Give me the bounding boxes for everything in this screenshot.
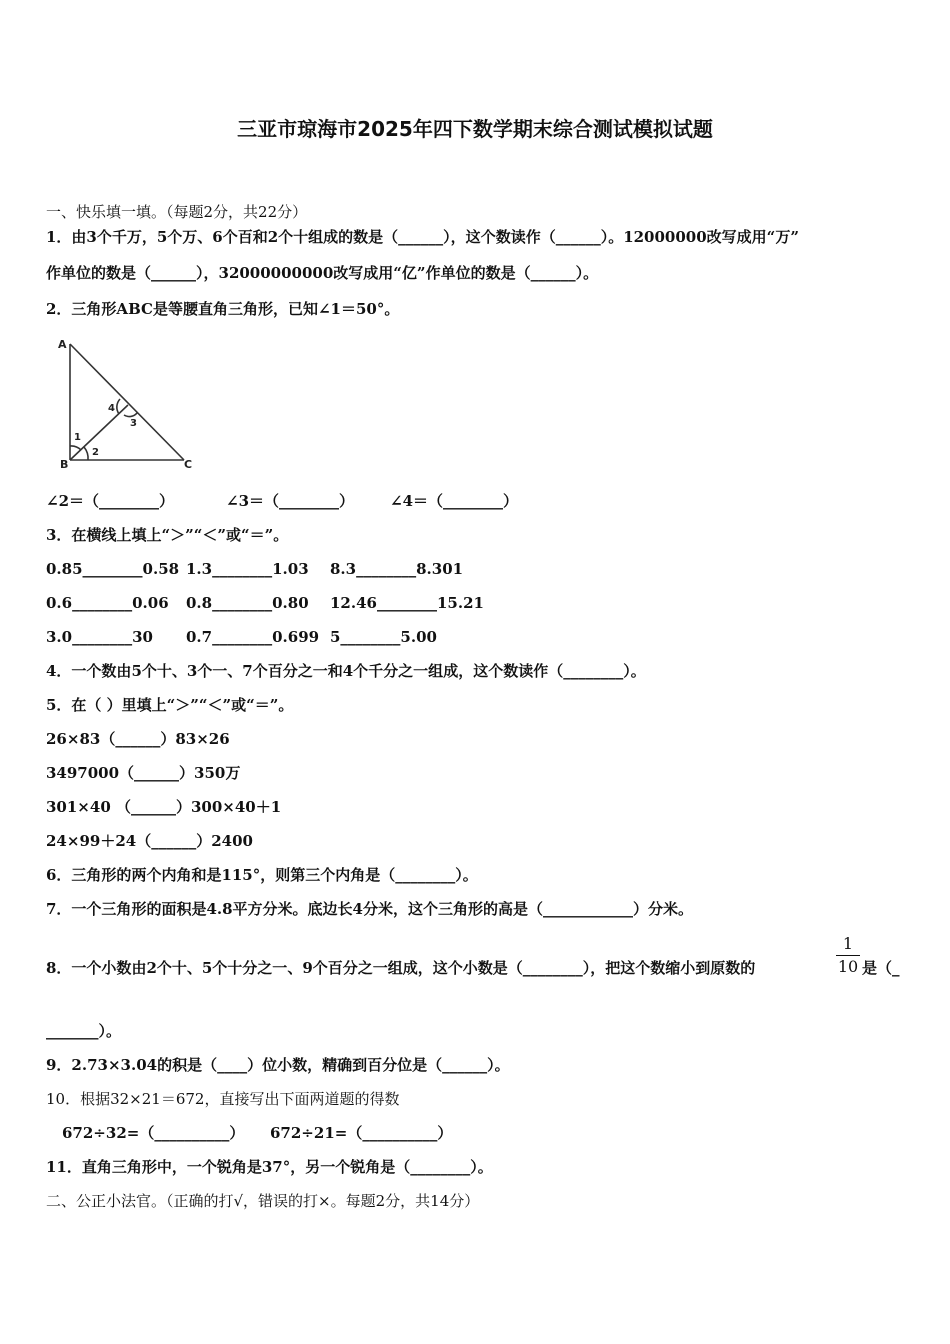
vertex-c-label: C (184, 458, 193, 471)
fraction-numerator: 1 (842, 934, 854, 953)
question-1-line-2: 作单位的数是（______），32000000000改写成用“亿”作单位的数是（______）。 (46, 264, 599, 282)
compare-item: 0.7________0.699 (186, 628, 320, 646)
fraction-denominator: 10 (837, 957, 859, 976)
question-5-item: 301×40 （______）300×40＋1 (46, 798, 282, 816)
compare-item: 0.6________0.06 (46, 594, 169, 612)
page-title: 三亚市琼海市2025年四下数学期末综合测试模拟试题 (237, 117, 713, 141)
question-3: 3．在横线上填上“＞”“＜”或“＝”。 (46, 526, 289, 544)
compare-item: 5________5.00 (330, 628, 437, 646)
angle-4-answer: ∠4＝（________） (390, 492, 519, 510)
question-10: 10．根据32×21＝672，直接写出下面两道题的得数 (46, 1090, 400, 1108)
question-8-line-1: 8．一个小数由2个十、5个十分之一、9个百分之一组成，这个小数是（________），把这个数缩小到原数的 (46, 959, 756, 977)
angle-3-label: 3 (130, 418, 137, 429)
question-8-line-2: _______）。 (46, 1022, 122, 1040)
question-10-item: 672÷32=（__________） (62, 1124, 245, 1142)
fraction-bar (836, 955, 860, 956)
question-11: 11．直角三角形中，一个锐角是37°，另一个锐角是（________）。 (46, 1158, 493, 1176)
question-6: 6．三角形的两个内角和是115°，则第三个内角是（________）。 (46, 866, 478, 884)
vertex-b-label: B (60, 458, 69, 471)
question-5-item: 26×83（______）83×26 (46, 730, 230, 748)
compare-item: 3.0________30 (46, 628, 153, 646)
angle-2-label: 2 (92, 447, 99, 458)
compare-item: 12.46________15.21 (330, 594, 484, 612)
compare-item: 1.3________1.03 (186, 560, 309, 578)
fraction-one-tenth (836, 934, 860, 977)
question-10-item: 672÷21=（__________） (270, 1124, 453, 1142)
section-2-heading: 二、公正小法官。（正确的打√，错误的打×。每题2分，共14分） (46, 1192, 480, 1210)
vertex-a-label: A (58, 338, 67, 351)
question-9: 9．2.73×3.04的积是（____）位小数，精确到百分位是（______）。 (46, 1056, 510, 1074)
question-5: 5．在（ ）里填上“＞”“＜”或“＝”。 (46, 696, 294, 714)
angle-1-label: 1 (74, 432, 81, 443)
question-5-item: 24×99＋24（______）2400 (46, 832, 253, 850)
section-1-heading: 一、快乐填一填。（每题2分，共22分） (46, 203, 308, 221)
question-7: 7．一个三角形的面积是4.8平方分米。底边长4分米，这个三角形的高是（____________）分米。 (46, 900, 693, 918)
angle-4-label: 4 (108, 403, 115, 414)
compare-item: 8.3________8.301 (330, 560, 464, 578)
triangle-diagram (52, 336, 200, 472)
question-1-line-1: 1．由3个千万，5个万、6个百和2个十组成的数是（______），这个数读作（______）。12000000改写成用“万” (46, 228, 799, 246)
question-4: 4．一个数由5个十、3个一、7个百分之一和4个千分之一组成，这个数读作（________）。 (46, 662, 646, 680)
angle-2-answer: ∠2＝（________） (46, 492, 175, 510)
compare-item: 0.85________0.58 (46, 560, 180, 578)
question-2: 2．三角形ABC是等腰直角三角形，已知∠1＝50°。 (46, 300, 400, 318)
question-5-item: 3497000（______）350万 (46, 764, 241, 782)
compare-item: 0.8________0.80 (186, 594, 309, 612)
angle-3-answer: ∠3＝（________） (226, 492, 355, 510)
question-8-tail: 是（_ (862, 959, 900, 977)
